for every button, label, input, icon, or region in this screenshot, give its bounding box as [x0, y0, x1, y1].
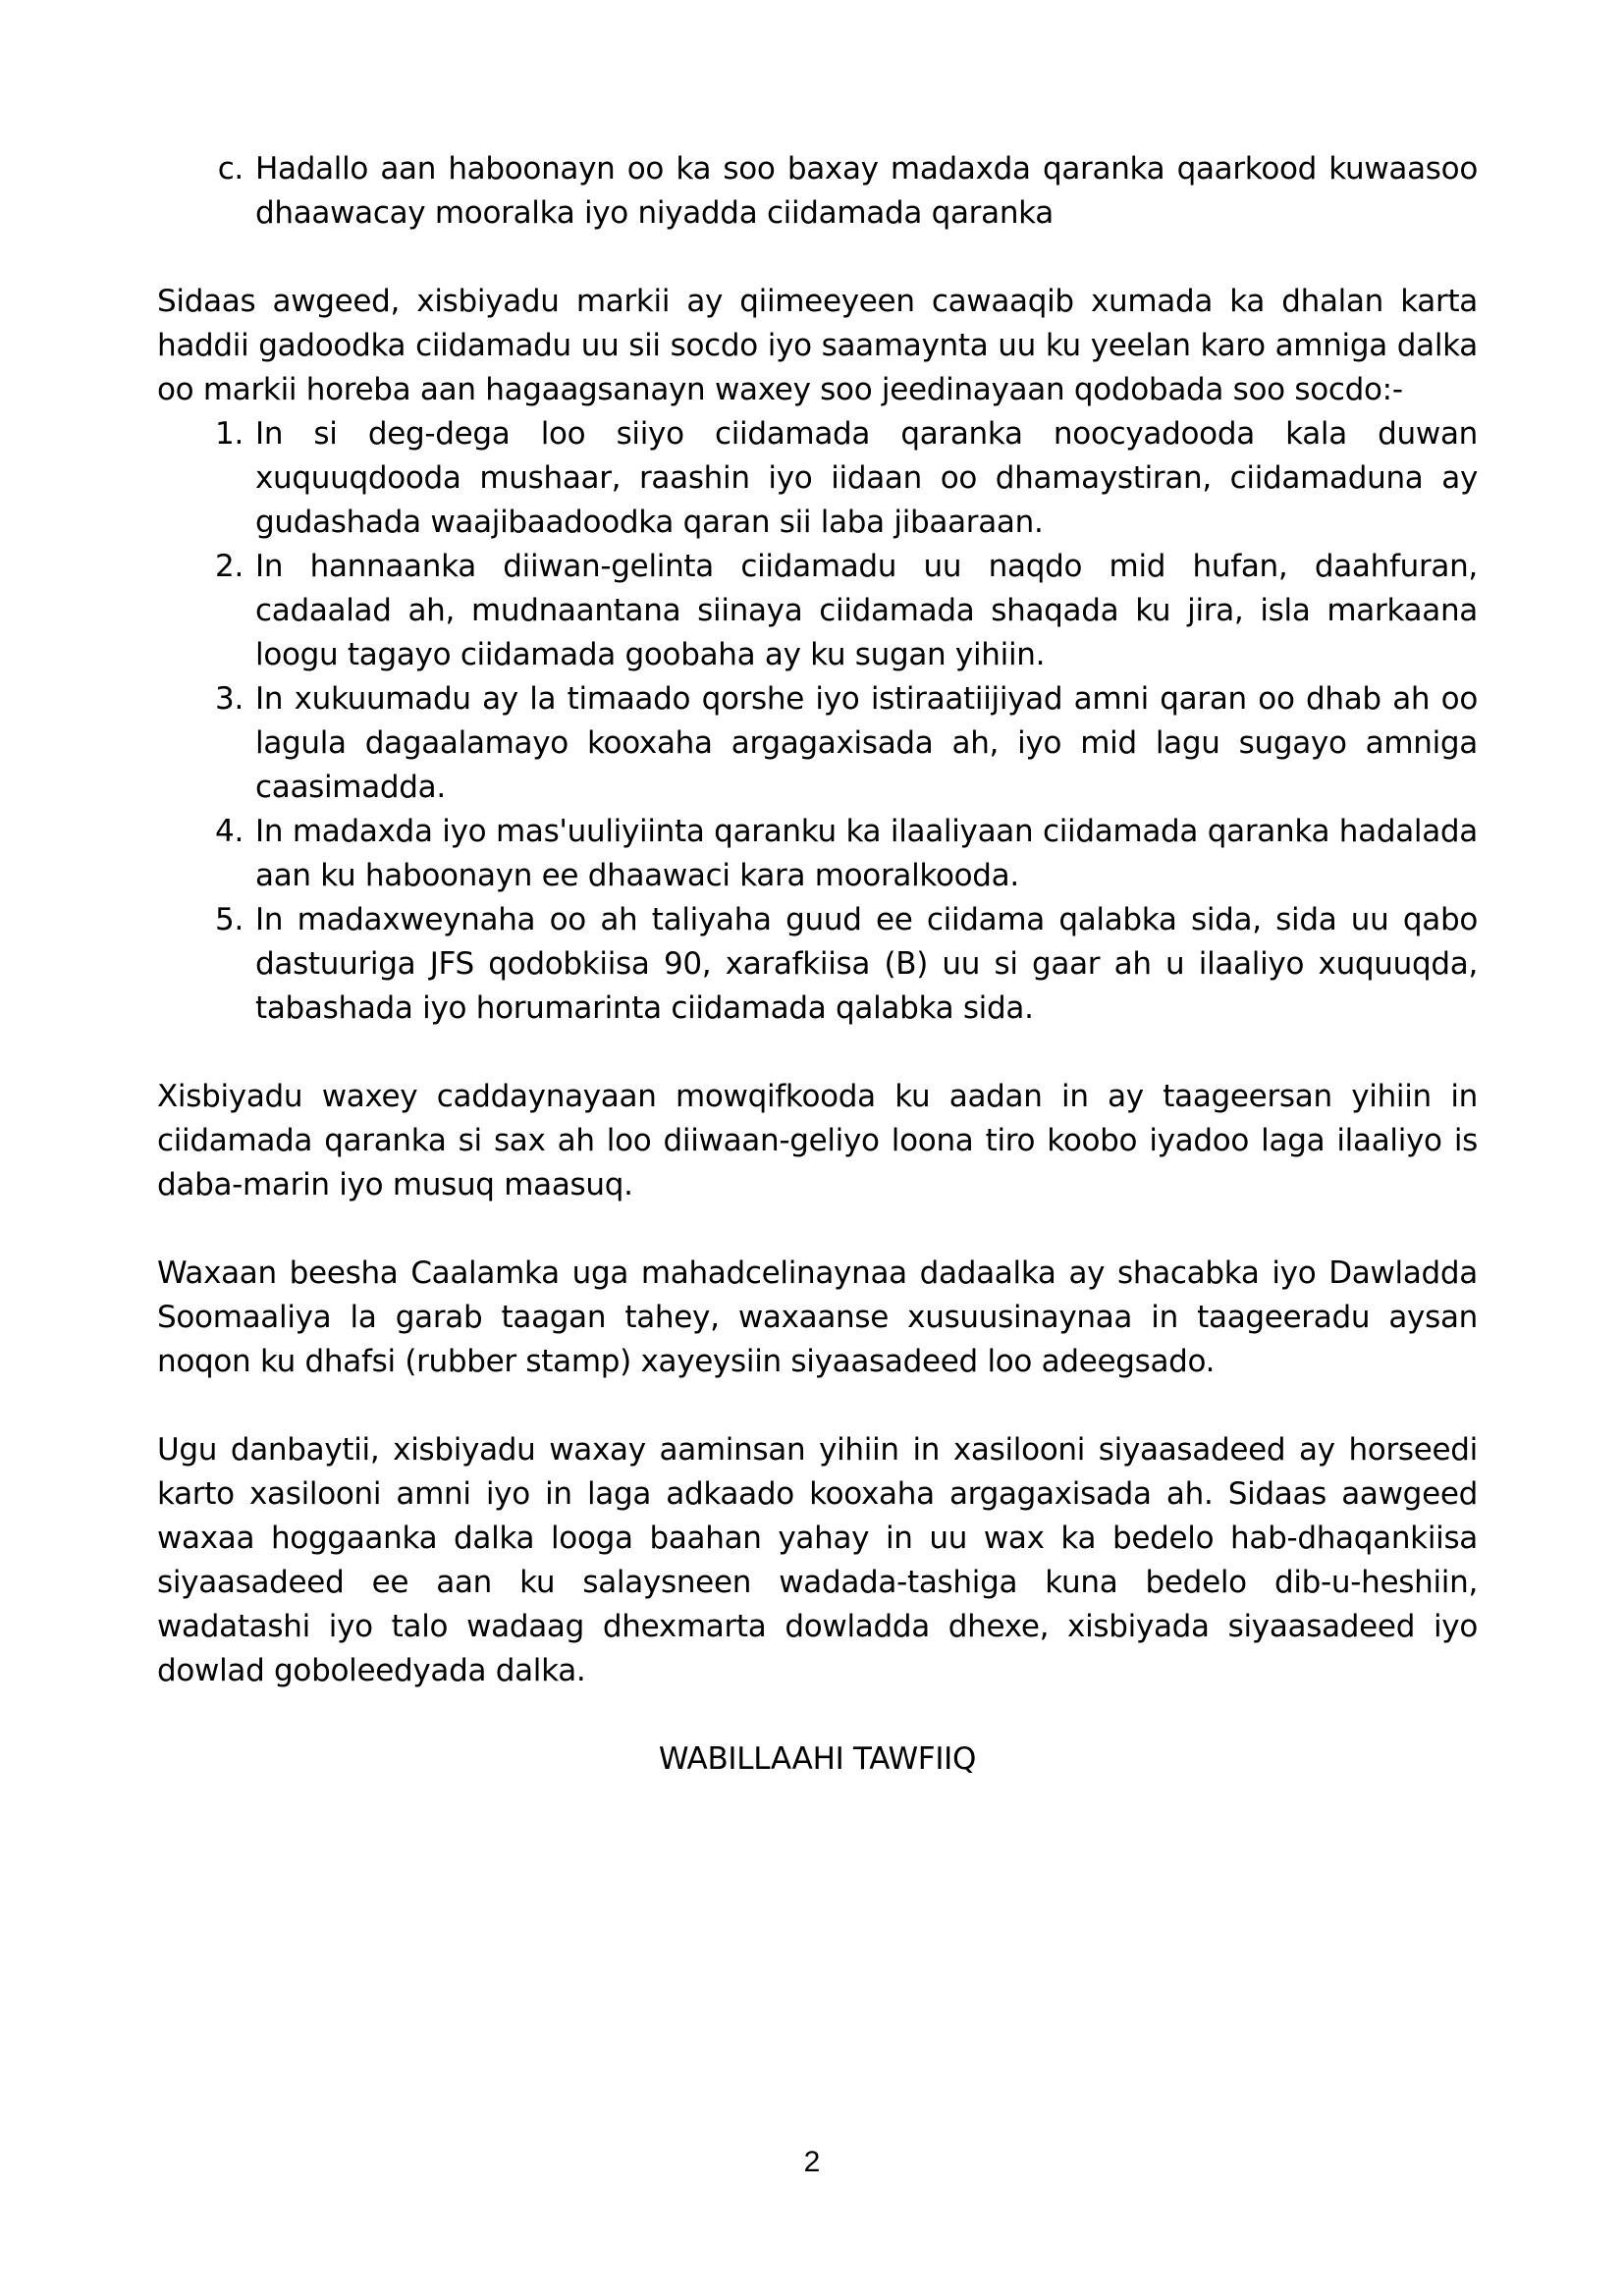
sublist-item-c [157, 147, 1478, 236]
list-item [157, 412, 1478, 545]
page-number: 2 [803, 2146, 821, 2178]
list-marker: 5. [215, 902, 244, 937]
list-item-text: Hadallo aan haboonayn oo ka soo baxay madaxda qaranka qaarkood kuwaasoo dhaawacay mooralka iyo niyadda ciidamada qaranka [255, 151, 1478, 231]
list-item [157, 810, 1478, 898]
list-marker: 3. [215, 681, 244, 717]
list-item [157, 677, 1478, 810]
intro-paragraph: Sidaas awgeed, xisbiyadu markii ay qiimeeyeen cawaaqib xumada ka dhalan karta haddii gadoodka ciidamadu uu sii socdo iyo saamaynta uu ku yeelan karo amniga dalka oo markii horeba aan hagaagsanayn waxey soo jeedinayaan qodobada soo socdo:- [157, 284, 1478, 407]
list-item-text: In si deg-dega loo siiyo ciidamada qaranka noocyadooda kala duwan xuquuqdooda mushaar, raashin iyo iidaan oo dhamaystiran, ciidamaduna ay gudashada waajibaadoodka qaran sii laba jibaaraan. [255, 416, 1478, 540]
recommendations-list [157, 412, 1478, 1031]
list-marker: 4. [215, 814, 244, 849]
position-paragraph: Xisbiyadu waxey caddaynayaan mowqifkooda ku aadan in ay taageersan yihiin in ciidamada qaranka si sax ah loo diiwaan-geliyo loona tiro koobo iyadoo laga ilaaliyo is daba-marin iyo musuq maasuq. [157, 1079, 1478, 1202]
list-item-text: In madaxda iyo mas'uuliyiinta qaranku ka ilaaliyaan ciidamada qaranka hadalada aan ku haboonayn ee dhaawaci kara mooralkooda. [255, 814, 1478, 893]
list-item-text: In xukuumadu ay la timaado qorshe iyo istiraatiijiyad amni qaran oo dhab ah oo lagula dagaalamayo kooxaha argagaxisada ah, iyo mid lagu sugayo amniga caasimadda. [255, 681, 1478, 805]
list-item [157, 545, 1478, 677]
closing-line: WABILLAAHI TAWFIIQ [658, 1741, 977, 1777]
list-marker: c. [217, 151, 244, 187]
list-item [157, 898, 1478, 1031]
list-marker: 2. [215, 549, 244, 584]
conclusion-paragraph: Ugu danbaytii, xisbiyadu waxay aaminsan yihiin in xasilooni siyaasadeed ay horseedi karto xasilooni amni iyo in laga adkaado kooxaha argagaxisada ah. Sidaas aawgeed waxaa hoggaanka dalka looga baahan yahay in uu wax ka bedelo hab-dhaqankiisa siyaasadeed ee aan ku salaysneen wadada-tashiga kuna bedelo dib-u-heshiin, wadatashi iyo talo wadaag dhexmarta dowladda dhexe, xisbiyada siyaasadeed iyo dowlad goboleedyada dalka. [157, 1432, 1478, 1688]
list-item-text: In madaxweynaha oo ah taliyaha guud ee ciidama qalabka sida, sida uu qabo dastuuriga JFS qodobkiisa 90, xarafkiisa (B) uu si gaar ah u ilaaliyo xuquuqda, tabashada iyo horumarinta ciidamada qalabka sida. [255, 902, 1478, 1026]
list-item-text: In hannaanka diiwan-gelinta ciidamadu uu naqdo mid hufan, daahfuran, cadaalad ah, mudnaantana siinaya ciidamada shaqada ku jira, isla markaana loogu tagayo ciidamada goobaha ay ku sugan yihiin. [255, 549, 1478, 672]
document-page [157, 147, 1478, 1782]
international-community-paragraph: Waxaan beesha Caalamka uga mahadcelinaynaa dadaalka ay shacabka iyo Dawladda Soomaaliya la garab taagan tahey, waxaanse xusuusinaynaa in taageeradu aysan noqon ku dhafsi (rubber stamp) xayeysiin siyaasadeed loo adeegsado. [157, 1255, 1478, 1379]
list-marker: 1. [215, 416, 244, 452]
